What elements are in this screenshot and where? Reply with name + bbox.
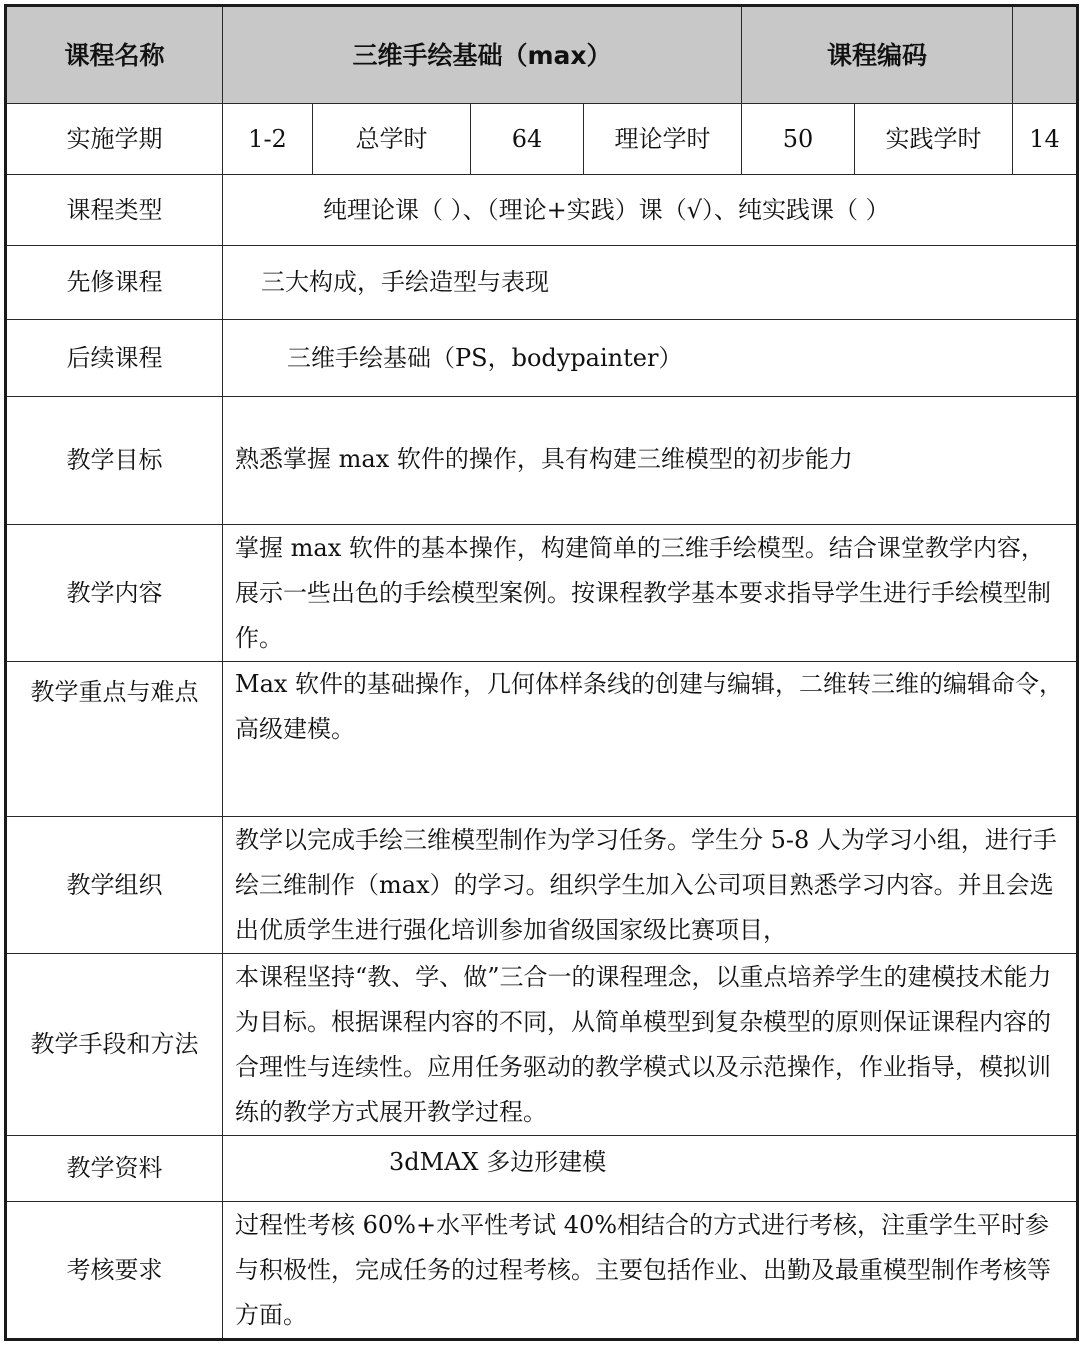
followup-label: 后续课程 — [6, 320, 223, 397]
course-info-table — [4, 4, 1079, 1341]
hours-row — [6, 104, 1078, 175]
course-code-label: 课程编码 — [742, 6, 1013, 104]
methods-label: 教学手段和方法 — [6, 954, 223, 1136]
materials-label: 教学资料 — [6, 1136, 223, 1202]
organization-row — [6, 817, 1078, 954]
practice-hours-value: 14 — [1013, 104, 1078, 175]
course-name-label: 课程名称 — [6, 6, 223, 104]
prereq-label: 先修课程 — [6, 246, 223, 320]
keypoints-value: Max 软件的基础操作，几何体样条线的创建与编辑，二维转三维的编辑命令，高级建模。 — [223, 662, 1078, 817]
total-hours-value: 64 — [471, 104, 584, 175]
followup-value: 三维手绘基础（PS，bodypainter） — [223, 320, 1078, 397]
theory-hours-value: 50 — [742, 104, 855, 175]
course-type-row — [6, 175, 1078, 246]
organization-label: 教学组织 — [6, 817, 223, 954]
content-row — [6, 525, 1078, 662]
goal-value: 熟悉掌握 max 软件的操作，具有构建三维模型的初步能力 — [223, 397, 1078, 525]
course-name-value: 三维手绘基础（max） — [223, 6, 742, 104]
prereq-row — [6, 246, 1078, 320]
prereq-value: 三大构成，手绘造型与表现 — [223, 246, 1078, 320]
followup-row — [6, 320, 1078, 397]
assessment-value: 过程性考核 60%+水平性考试 40%相结合的方式进行考核，注重学生平时参与积极性，完成任务的过程考核。主要包括作业、出勤及最重模型制作考核等方面。 — [223, 1202, 1078, 1340]
methods-row — [6, 954, 1078, 1136]
total-hours-label: 总学时 — [313, 104, 471, 175]
assessment-row — [6, 1202, 1078, 1340]
course-type-label: 课程类型 — [6, 175, 223, 246]
materials-row — [6, 1136, 1078, 1202]
theory-hours-label: 理论学时 — [584, 104, 742, 175]
header-row — [6, 6, 1078, 104]
course-type-value: 纯理论课（ ）、（理论+实践）课（√）、纯实践课（ ） — [223, 175, 1078, 246]
semester-label: 实施学期 — [6, 104, 223, 175]
assessment-label: 考核要求 — [6, 1202, 223, 1340]
practice-hours-label: 实践学时 — [855, 104, 1013, 175]
methods-value: 本课程坚持“教、学、做”三合一的课程理念，以重点培养学生的建模技术能力为目标。根据课程内容的不同，从简单模型到复杂模型的原则保证课程内容的合理性与连续性。应用任务驱动的教学模式以及示范操作，作业指导，模拟训练的教学方式展开教学过程。 — [223, 954, 1078, 1136]
semester-value: 1-2 — [223, 104, 313, 175]
content-value: 掌握 max 软件的基本操作，构建简单的三维手绘模型。结合课堂教学内容，展示一些出色的手绘模型案例。按课程教学基本要求指导学生进行手绘模型制作。 — [223, 525, 1078, 662]
keypoints-label: 教学重点与难点 — [6, 662, 223, 817]
goal-row — [6, 397, 1078, 525]
content-label: 教学内容 — [6, 525, 223, 662]
goal-label: 教学目标 — [6, 397, 223, 525]
organization-value: 教学以完成手绘三维模型制作为学习任务。学生分 5-8 人为学习小组，进行手绘三维制作（max）的学习。组织学生加入公司项目熟悉学习内容。并且会选出优质学生进行强化培训参加省级国家级比赛项目， — [223, 817, 1078, 954]
course-code-value — [1013, 6, 1078, 104]
materials-value: 3dMAX 多边形建模 — [223, 1136, 1078, 1202]
keypoints-row — [6, 662, 1078, 817]
